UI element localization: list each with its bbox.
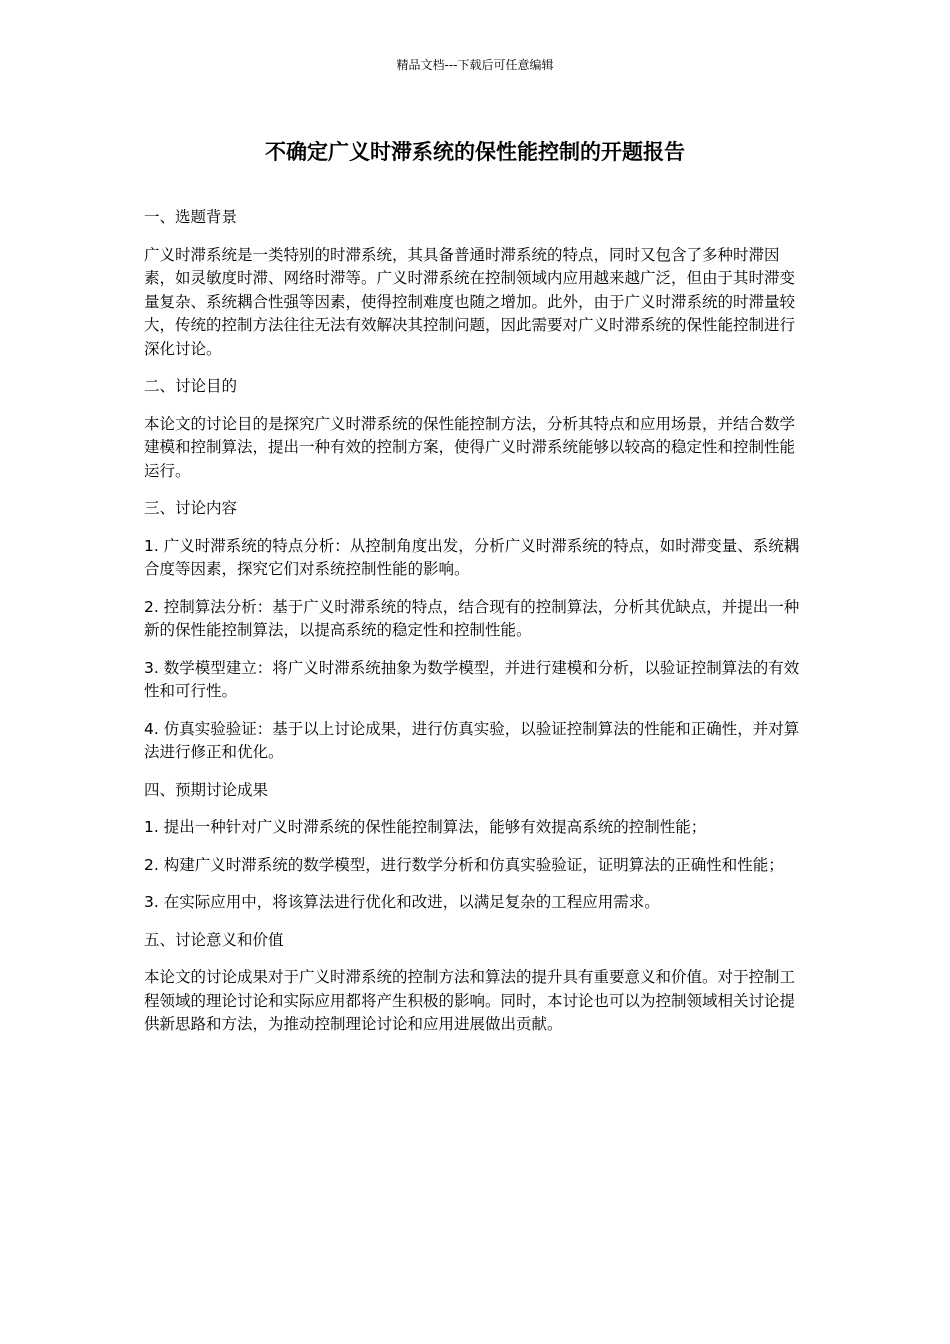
section-heading-expected-results: 四、预期讨论成果 [144,780,269,799]
paragraph-purpose: 本论文的讨论目的是探究广义时滞系统的保性能控制方法，分析其特点和应用场景，并结合数学建模和控制算法，提出一种有效的控制方案，使得广义时滞系统能够以较高的稳定性和控制性能运行。 [144,414,796,480]
paragraph-significance: 本论文的讨论成果对于广义时滞系统的控制方法和算法的提升具有重要意义和价值。对于控制工程领域的理论讨论和实际应用都将产生积极的影响。同时，本讨论也可以为控制领域相关讨论提供新思路和方法，为推动控制理论讨论和应用进展做出贡献。 [144,968,796,1033]
paragraph-expected-item-2: 2. 构建广义时滞系统的数学模型，进行数学分析和仿真实验验证，证明算法的正确性和性能； [144,855,784,874]
document-body [144,206,804,1051]
paragraph-content-item-4: 4. 仿真实验验证：基于以上讨论成果，进行仿真实验，以验证控制算法的性能和正确性，并对算法进行修正和优化。 [144,719,800,761]
section-heading-purpose: 二、讨论目的 [144,377,238,395]
paragraph-background: 广义时滞系统是一类特别的时滞系统，其具备普通时滞系统的特点，同时又包含了多种时滞因素，如灵敏度时滞、网络时滞等。广义时滞系统在控制领域内应用越来越广泛，但由于其时滞变量复杂、系统耦合性强等因素，使得控制难度也随之增加。此外，由于广义时滞系统的时滞量较大，传统的控制方法往往无法有效解决其控制问题，因此需要对广义时滞系统的保性能控制进行深化讨论。 [144,245,796,358]
paragraph-content-item-1: 1. 广义时滞系统的特点分析：从控制角度出发，分析广义时滞系统的特点，如时滞变量、系统耦合度等因素，探究它们对系统控制性能的影响。 [144,536,800,578]
paragraph-content-item-2: 2. 控制算法分析：基于广义时滞系统的特点，结合现有的控制算法，分析其优缺点，并提出一种新的保性能控制算法，以提高系统的稳定性和控制性能。 [144,597,800,639]
section-heading-background: 一、选题背景 [144,208,238,226]
paragraph-expected-item-3: 3. 在实际应用中，将该算法进行优化和改进，以满足复杂的工程应用需求。 [144,893,660,911]
paragraph-expected-item-1: 1. 提出一种针对广义时滞系统的保性能控制算法，能够有效提高系统的控制性能； [144,818,707,836]
document-title: 不确定广义时滞系统的保性能控制的开题报告 [265,140,685,164]
paragraph-content-item-3: 3. 数学模型建立：将广义时滞系统抽象为数学模型，并进行建模和分析，以验证控制算法的有效性和可行性。 [144,658,800,700]
section-heading-content: 三、讨论内容 [144,499,238,517]
page-header: 精品文档---下载后可任意编辑 [396,58,554,72]
section-heading-significance: 五、讨论意义和价值 [144,930,284,949]
